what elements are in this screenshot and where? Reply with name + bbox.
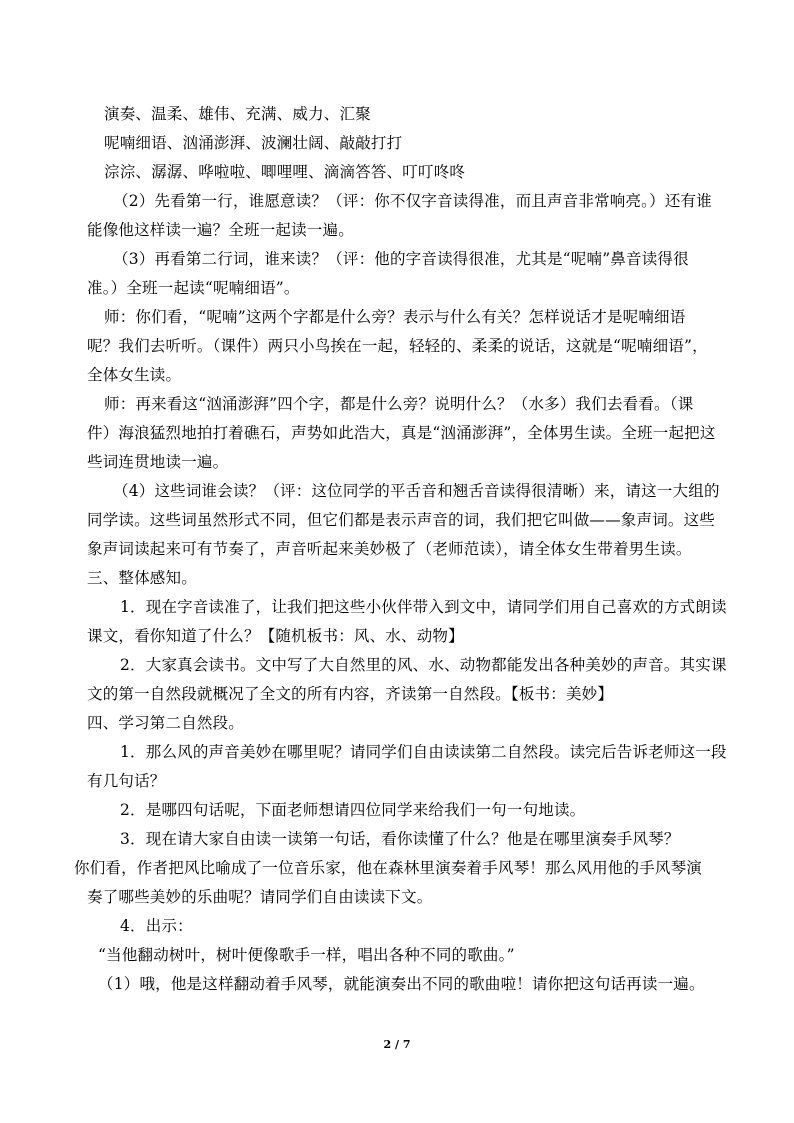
- text-line: 1．现在字音读准了，让我们把这些小伙伴带入到文中，请同学们用自己喜欢的方式朗读: [120, 598, 727, 616]
- text-line: 1．那么风的声音美妙在哪里呢？请同学们自由读读第二自然段。读完后告诉老师这一段: [120, 743, 727, 761]
- text-line: 你们看，作者把风比喻成了一位音乐家，他在森林里演奏着手风琴！那么风用他的手风琴演: [74, 859, 703, 877]
- text-line: 文的第一自然段就概况了全文的所有内容，齐读第一自然段。【板书：美妙】: [87, 685, 614, 703]
- text-line: （1）哦，他是这样翻动着手风琴，就能演奏出不同的歌曲啦！请你把这句话再读一遍。: [98, 975, 705, 993]
- text-line: 2．大家真会读书。文中写了大自然里的风、水、动物都能发出各种美妙的声音。其实课: [120, 656, 727, 674]
- text-line: 奏了哪些美妙的乐曲呢？请同学们自由读读下文。: [87, 888, 433, 906]
- text-line: 有几句话？: [87, 772, 166, 790]
- text-line: 师：再来看这“汹涌澎湃”四个字，都是什么旁？说明什么？（水多）我们去看看。（课: [104, 395, 694, 413]
- text-line: 4．出示：: [120, 917, 193, 935]
- text-line: 2．是哪四句话呢，下面老师想请四位同学来给我们一句一句地读。: [120, 801, 586, 819]
- section-heading: 三、整体感知。: [87, 569, 197, 587]
- text-line: （2）先看第一行，谁愿意读？（评：你不仅字音读得准，而且声音非常响亮。）还有谁: [113, 192, 712, 210]
- text-line: 准。）全班一起读“呢喃细语”。: [87, 279, 300, 297]
- quote-line: “当他翻动树叶，树叶便像歌手一样，唱出各种不同的歌曲。”: [98, 946, 515, 964]
- text-line: 同学读。这些词虽然形式不同，但它们都是表示声音的词，我们把它叫做——象声词。这些: [87, 511, 716, 529]
- text-line: 象声词读起来可有节奏了，声音听起来美妙极了（老师范读），请全体女生带着男生读。: [87, 540, 692, 558]
- text-line: （4）这些词谁会读？（评：这位同学的平舌音和翘舌音读得很清晰）来，请这一大组的: [113, 482, 720, 500]
- text-line: （3）再看第二行词，谁来读？（评：他的字音读得很准，尤其是“呢喃”鼻音读得很: [113, 250, 689, 268]
- text-line: 课文，看你知道了什么？【随机板书：风、水、动物】: [87, 627, 464, 645]
- text-line: 呢？我们去听听。（课件）两只小鸟挨在一起，轻轻的、柔柔的说话，这就是“呢喃细语”，: [87, 337, 708, 355]
- section-heading: 四、学习第二自然段。: [87, 714, 245, 732]
- text-line: 呢喃细语、汹涌澎湃、波澜壮阔、敲敲打打: [104, 134, 403, 152]
- text-line: 全体女生读。: [87, 366, 182, 384]
- text-line: 演奏、温柔、雄伟、充满、威力、汇聚: [104, 105, 371, 123]
- page-number: 2 / 7: [383, 1038, 411, 1051]
- text-line: 3．现在请大家自由读一读第一句话，看你读懂了什么？他是在哪里演奏手风琴？: [120, 830, 680, 848]
- text-line: 淙淙、潺潺、哗啦啦、唧哩哩、滴滴答答、叮叮咚咚: [104, 163, 466, 181]
- text-line: 能像他这样读一遍？全班一起读一遍。: [87, 221, 354, 239]
- text-line: 些词连贯地读一遍。: [87, 453, 229, 471]
- text-line: 件）海浪猛烈地拍打着礁石，声势如此浩大，真是“汹涌澎湃”，全体男生读。全班一起把这: [87, 424, 716, 442]
- text-line: 师：你们看，“呢喃”这两个字都是什么旁？表示与什么有关？怎样说话才是呢喃细语: [104, 308, 686, 326]
